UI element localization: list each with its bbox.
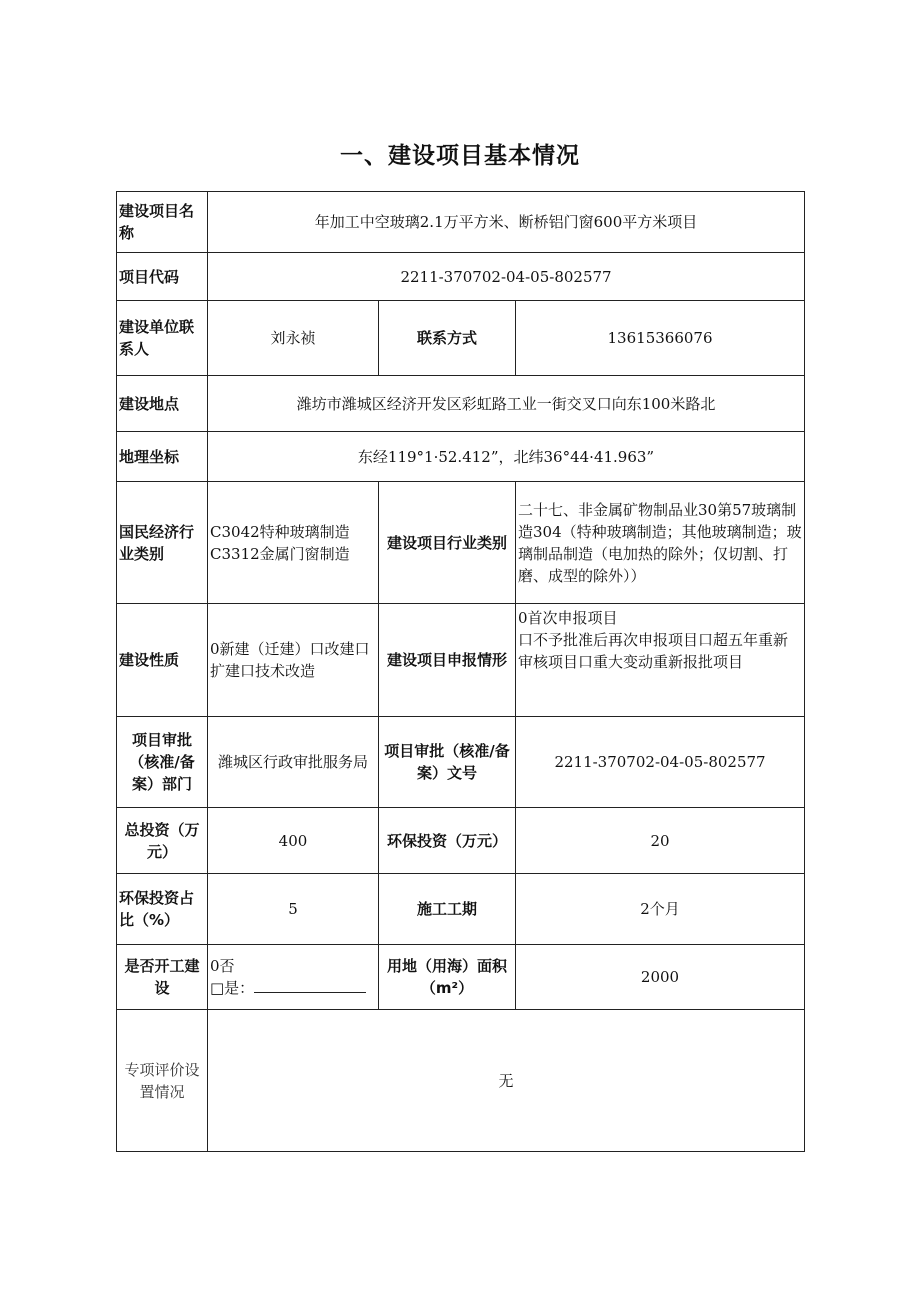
location-label: 建设地点 (117, 376, 208, 432)
industry-value-line: C3042特种玻璃制造 (210, 522, 350, 541)
industry-value-line: C3312金属门窗制造 (210, 544, 350, 563)
approval-doc-value: 2211-370702-04-05-802577 (516, 717, 805, 808)
row-approval (117, 717, 805, 808)
approval-doc-label: 项目审批（核准/备案）文号 (379, 717, 516, 808)
started-yes-option: □是： (210, 979, 255, 997)
env-investment-value: 20 (516, 808, 805, 874)
env-ratio-label: 环保投资占比（%） (117, 874, 208, 945)
land-area-value: 2000 (516, 945, 805, 1010)
report-type-line: 0首次申报项目 (518, 609, 618, 627)
nature-value: 0新建（迁建）口改建口扩建口技术改造 (208, 604, 379, 717)
land-area-label: 用地（用海）面积（m²） (379, 945, 516, 1010)
row-started (117, 945, 805, 1010)
row-industry (117, 482, 805, 604)
coordinates-label: 地理坐标 (117, 432, 208, 482)
row-env-ratio (117, 874, 805, 945)
investment-label: 总投资（万元） (117, 808, 208, 874)
industry-label: 国民经济行业类别 (117, 482, 208, 604)
row-coordinates (117, 432, 805, 482)
report-type-line: 口不予批准后再次申报项目口超五年重新审核项目口重大变动重新报批项目 (518, 631, 789, 671)
contact-method-value: 13615366076 (516, 301, 805, 376)
row-special-evaluation (117, 1010, 805, 1152)
started-label: 是否开工建设 (117, 945, 208, 1010)
row-project-name (117, 192, 805, 253)
construction-period-value: 2个月 (516, 874, 805, 945)
project-name-label: 建设项目名称 (117, 192, 208, 253)
industry-value (208, 482, 379, 604)
started-yes-blank (254, 978, 366, 993)
contact-label: 建设单位联系人 (117, 301, 208, 376)
investment-value: 400 (208, 808, 379, 874)
project-code-value: 2211-370702-04-05-802577 (208, 253, 805, 301)
project-name-value: 年加工中空玻璃2.1万平方米、断桥铝门窗600平方米项目 (208, 192, 805, 253)
approval-dept-label: 项目审批（核准/备案）部门 (117, 717, 208, 808)
special-evaluation-label: 专项评价设置情况 (117, 1010, 208, 1152)
location-value: 潍坊市潍城区经济开发区彩虹路工业一街交叉口向东100米路北 (208, 376, 805, 432)
contact-method-label: 联系方式 (379, 301, 516, 376)
report-type-label: 建设项目申报情形 (379, 604, 516, 717)
row-location (117, 376, 805, 432)
project-code-label: 项目代码 (117, 253, 208, 301)
contact-value: 刘永祯 (208, 301, 379, 376)
nature-label: 建设性质 (117, 604, 208, 717)
started-value (208, 945, 379, 1010)
row-contact (117, 301, 805, 376)
report-type-value (516, 604, 805, 717)
page-title: 一、建设项目基本情况 (340, 143, 580, 169)
special-evaluation-value: 无 (208, 1010, 805, 1152)
project-info-table (116, 191, 805, 1152)
approval-dept-value: 潍城区行政审批服务局 (208, 717, 379, 808)
construction-period-label: 施工工期 (379, 874, 516, 945)
started-no-option: 0否 (210, 957, 235, 975)
coordinates-value: 东经119°1·52.412”，北纬36°44·41.963” (208, 432, 805, 482)
env-investment-label: 环保投资（万元） (379, 808, 516, 874)
industry-category-label: 建设项目行业类别 (379, 482, 516, 604)
row-nature (117, 604, 805, 717)
industry-category-value: 二十七、非金属矿物制品业30第57玻璃制造304（特种玻璃制造；其他玻璃制造；玻璃制品制造（电加热的除外；仅切割、打磨、成型的除外）） (516, 482, 805, 604)
row-project-code (117, 253, 805, 301)
row-investment (117, 808, 805, 874)
env-ratio-value: 5 (208, 874, 379, 945)
started-yes-row (210, 977, 376, 999)
